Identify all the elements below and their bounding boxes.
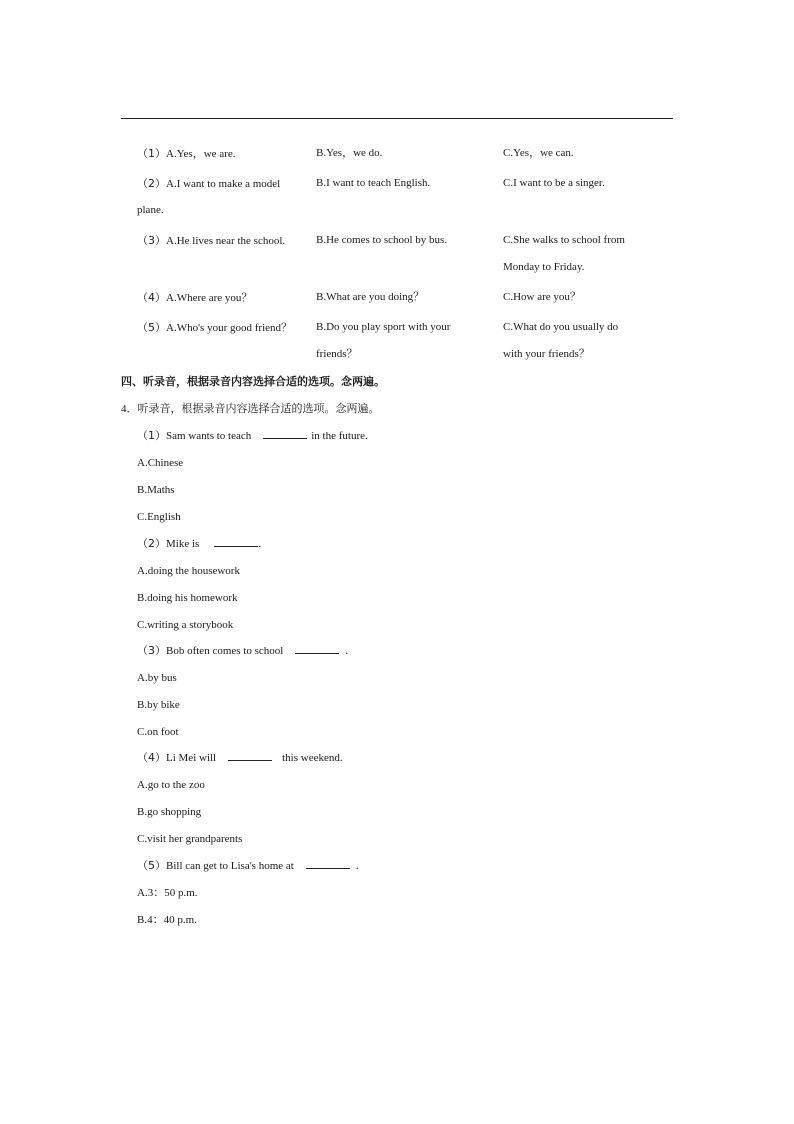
item-stem-after: . — [355, 860, 359, 872]
option-item: A.by bus — [137, 672, 177, 684]
item-stem-before: Li Mei will — [166, 752, 217, 764]
question-item-2 — [137, 536, 261, 552]
section-heading: 四、听录音，根据录音内容选择合适的选项。念两遍。 — [121, 375, 385, 388]
header-rule — [121, 118, 673, 119]
option-b: B.What are you doing？ — [316, 291, 425, 303]
option-a: A.Who's your good friend？ — [166, 322, 293, 334]
answer-blank — [295, 643, 339, 654]
option-b: B.He comes to school by bus. — [316, 234, 448, 246]
answer-blank — [263, 428, 307, 439]
item-number: （5） — [137, 859, 166, 872]
option-c-continued: Monday to Friday. — [503, 261, 585, 273]
item-number: （2） — [137, 537, 166, 550]
option-b: B.Yes，we do. — [316, 147, 383, 159]
question-item-1 — [137, 428, 368, 444]
item-number: （3） — [137, 644, 166, 657]
item-stem-before: Sam wants to teach — [166, 430, 252, 442]
option-item: C.English — [137, 511, 181, 523]
option-number: （4） — [137, 291, 166, 304]
option-item: C.visit her grandparents — [137, 833, 243, 845]
option-item: B.doing his homework — [137, 592, 238, 604]
question-instruction-text: 听录音，根据录音内容选择合适的选项。念两遍。 — [137, 402, 380, 415]
option-item: B.go shopping — [137, 806, 202, 818]
option-item: A.doing the housework — [137, 565, 240, 577]
option-c: C.How are you？ — [503, 291, 581, 303]
question-number: 4． — [121, 403, 138, 415]
option-c: C.Yes，we can. — [503, 147, 574, 159]
option-b-continued: friends？ — [316, 348, 358, 360]
option-item: B.by bike — [137, 699, 180, 711]
option-a: A.He lives near the school. — [166, 235, 286, 247]
answer-blank — [306, 858, 350, 869]
item-stem-after: . — [258, 538, 262, 550]
option-c: C.She walks to school from — [503, 234, 625, 246]
option-number: （2） — [137, 177, 166, 190]
item-stem-after: . — [345, 645, 349, 657]
question-item-4 — [137, 750, 343, 766]
item-number: （4） — [137, 751, 166, 764]
item-stem-after: in the future. — [311, 430, 368, 442]
answer-blank — [228, 750, 272, 761]
question-item-3 — [137, 643, 348, 659]
option-a: A.I want to make a model — [166, 178, 281, 190]
option-item: A.3：50 p.m. — [137, 887, 198, 899]
question-item-5 — [137, 858, 359, 874]
option-a: A.Yes，we are. — [166, 148, 236, 160]
option-item: A.Chinese — [137, 457, 184, 469]
option-b: B.I want to teach English. — [316, 177, 431, 189]
option-number: （3） — [137, 234, 166, 247]
answer-blank — [214, 536, 258, 547]
option-item: C.writing a storybook — [137, 619, 234, 631]
option-number: （1） — [137, 147, 166, 160]
option-item: B.Maths — [137, 484, 175, 496]
option-a-continued: plane. — [137, 204, 164, 216]
item-number: （1） — [137, 429, 166, 442]
option-item: A.go to the zoo — [137, 779, 205, 791]
option-c-continued: with your friends？ — [503, 348, 590, 360]
option-number: （5） — [137, 321, 166, 334]
option-a: A.Where are you？ — [166, 292, 253, 304]
option-item: B.4：40 p.m. — [137, 914, 197, 926]
question-instruction — [121, 401, 380, 417]
option-c: C.I want to be a singer. — [503, 177, 605, 189]
option-c: C.What do you usually do — [503, 321, 619, 333]
item-stem-before: Bill can get to Lisa's home at — [166, 860, 294, 872]
item-stem-after: this weekend. — [282, 752, 343, 764]
option-item: C.on foot — [137, 726, 179, 738]
item-stem-before: Mike is — [166, 538, 200, 550]
option-b: B.Do you play sport with your — [316, 321, 451, 333]
item-stem-before: Bob often comes to school — [166, 645, 284, 657]
